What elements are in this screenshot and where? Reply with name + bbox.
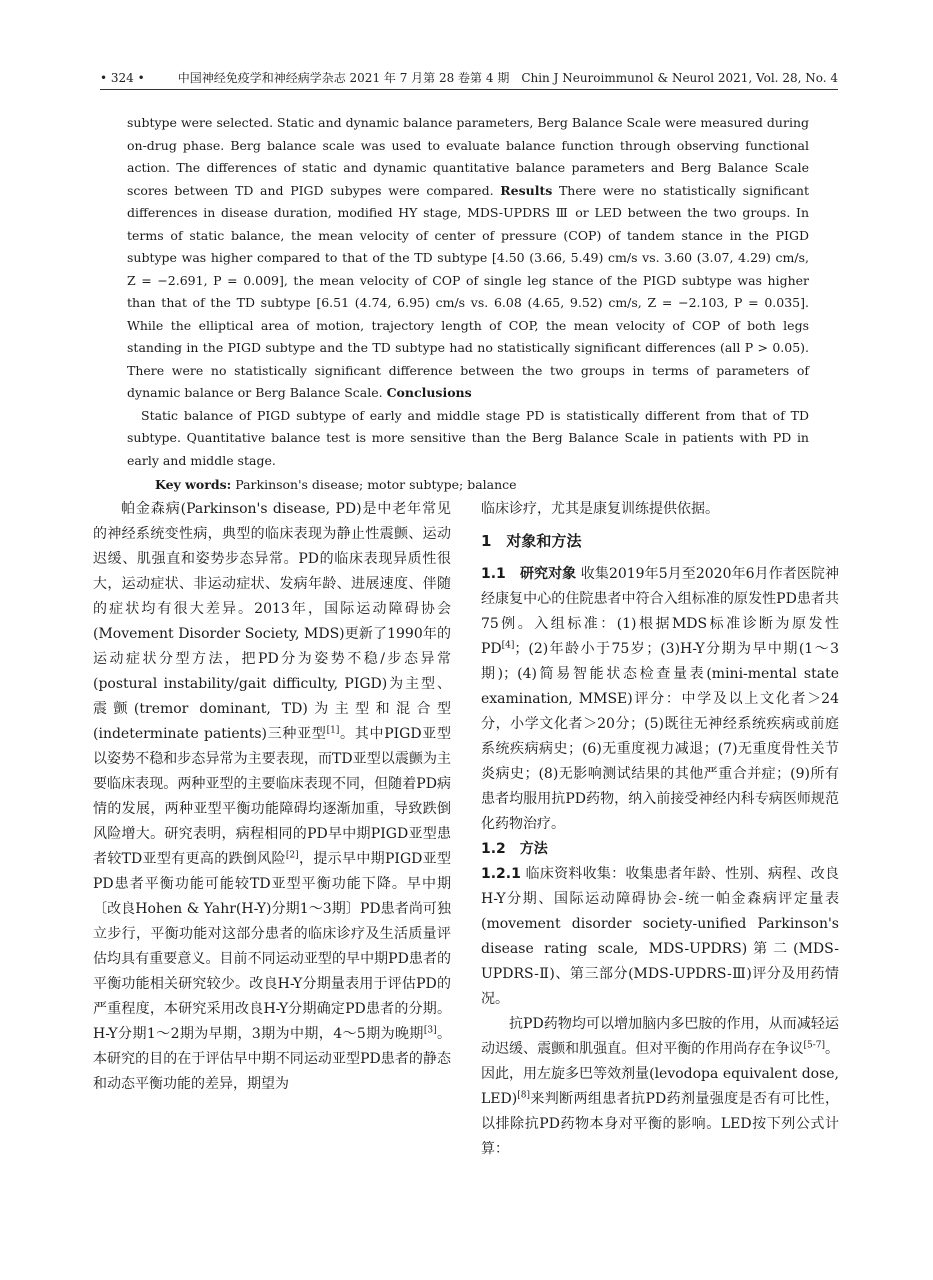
results-label: Results [500, 182, 553, 198]
citation-3: [3] [423, 1025, 437, 1036]
abstract-paragraph [127, 112, 809, 405]
keywords-line [127, 474, 809, 497]
running-header [100, 68, 838, 88]
intro-text-2: 。其中PIGD亚型以姿势不稳和步态异常为主要表现，而TD亚型以震颤为主要临床表现。两种亚型的主要临床表现不同，但随着PD病情的发展，两种亚型平衡功能障碍均逐渐加重，导致跌倒风险增大。研究表明，病程相同的PD早中期PIGD亚型患者较TD亚型有更高的跌倒风险 [93, 726, 451, 867]
section-heading-methods: 1 对象和方法 [481, 532, 582, 550]
left-column [93, 497, 451, 1097]
header-rule [100, 89, 838, 90]
subsection-clinical-data [481, 862, 839, 1012]
abstract-conclusions: Static balance of PIGD subtype of early and middle stage PD is statistically different from that of TD subtype. Quantitative balance test is more sensitive than the Berg Balance Scale in patients with PD in early and middle stage. [127, 407, 809, 468]
medication-text-3: 来判断两组患者抗PD药剂量强度是否有可比性，以排除抗PD药物本身对平衡的影响。LED按下列公式计算： [481, 1091, 839, 1157]
citation-1: [1] [326, 725, 340, 736]
medication-paragraph [481, 1012, 839, 1162]
subsection-subjects [481, 562, 839, 837]
intro-text-3: ，提示早中期PIGD亚型PD患者平衡功能可能较TD亚型平衡功能下降。早中期〔改良Hohen & Yahr(H-Y)分期1～3期〕PD患者尚可独立步行，平衡功能对这部分患者的临床诊疗及生活质量评估均具有重要意义。目前不同运动亚型的早中期PD患者的平衡功能相关研究较少。改良H-Y分期量表用于评估PD的严重程度，本研究采用改良H-Y分期确定PD患者的分期。H-Y分期1～2期为早期，3期为中期，4～5期为晚期 [93, 851, 452, 1042]
conclusions-label: Conclusions [386, 385, 472, 400]
abstract-methods-text: subtype were selected. Static and dynamic balance parameters, Berg Balance Scale were measured during on-drug phase. Berg balance scale was used to evaluate balance function through observing functional action. The differences of static and dynamic quantitative balance parameters and Berg Balance Scale scores between TD and PIGD subypes were compared. [127, 115, 809, 198]
citation-5-7: [5-7] [803, 1040, 825, 1051]
english-abstract [127, 112, 809, 497]
intro-text-4: 。本研究的目的在于评估早中期不同运动亚型PD患者的静态和动态平衡功能的差异，期望为 [93, 1026, 451, 1092]
journal-citation: 中国神经免疫学和神经病学杂志 2021 年 7 月第 28 卷第 4 期 Chin J Neuroimmunol & Neurol 2021, Vol. 28, No. 4 [177, 71, 838, 85]
citation-4: [4] [501, 640, 515, 651]
intro-continuation: 临床诊疗，尤其是康复训练提供依据。 [481, 501, 719, 517]
subsection-1-2-heading: 1.2 方法 [481, 841, 548, 857]
medication-text-1: 抗PD药物均可以增加脑内多巴胺的作用，从而减轻运动迟缓、震颤和肌强直。但对平衡的作用尚存在争议 [481, 1016, 839, 1057]
citation-8: [8] [517, 1090, 530, 1101]
intro-text-1: 帕金森病(Parkinson's disease, PD)是中老年常见的神经系统变性病，典型的临床表现为静止性震颤、运动迟缓、肌强直和姿势步态异常。PD的临床表现异质性很大，运动症状、非运动症状、发病年龄、进展速度、伴随的症状均有很大差异。2013年，国际运动障碍协会(Movement Disorder Society, MDS)更新了1990年的运动症状分型方法，把PD分为姿势不稳/步态异常(postural instability/gait difficulty, PIGD)为主型、震颤(tremor dominant, TD)为主型和混合型(indeterminate patients)三种亚型 [93, 501, 451, 742]
intro-paragraph [93, 497, 451, 1097]
subsection-1-1-heading: 1.1 研究对象 [481, 566, 577, 582]
subsection-1-2-1-label: 1.2.1 [481, 866, 521, 882]
citation-2: [2] [285, 850, 299, 861]
subjects-text-2: ；(2)年龄小于75岁；(3)H-Y分期为早中期(1～3期)；(4)简易智能状态检查量表(mini-mental state examination, MMSE)评分：中学及以上文化者＞24分，小学文化者＞20分；(5)既往无神经系统疾病或前庭系统疾病病史；(6)无重度视力减退；(7)无重度骨性关节炎病史；(8)无影响测试结果的其他严重合并症；(9)所有患者均服用抗PD药物，纳入前接受神经内科专病医师规范化药物治疗。 [481, 641, 839, 832]
page-number: • 324 • [100, 71, 145, 85]
clinical-data-text: 临床资料收集：收集患者年龄、性别、病程、改良H-Y分期、国际运动障碍协会-统一帕金森病评定量表(movement disorder society-unified Parkinson's disease rating scale, MDS-UPDRS)第二(MDS-UPDRS-Ⅱ)、第三部分(MDS-UPDRS-Ⅲ)评分及用药情况。 [481, 866, 840, 1007]
right-column [481, 497, 839, 1162]
medication-text-2: 。因此，用左旋多巴等效剂量(levodopa equivalent dose, LED) [481, 1041, 840, 1107]
abstract-results-text: There were no statistically significant differences in disease duration, modified HY stage, MDS-UPDRS Ⅲ or LED between the two groups. In terms of static balance, the mean velocity of center of pressure (COP) of tandem stance in the PIGD subtype was higher compared to that of the TD subtype [4.50 (3.66, 5.49) cm/s vs. 3.60 (3.07, 4.29) cm/s, Z = −2.691, P = 0.009], the mean velocity of COP of single leg stance of the PIGD subtype was higher than that of the TD subtype [6.51 (4.74, 6.95) cm/s vs. 6.08 (4.65, 9.52) cm/s, Z = −2.103, P = 0.035]. While the elliptical area of motion, trajectory length of COP, the mean velocity of COP of both legs standing in the PIGD subtype and the TD subtype had no statistically significant differences (all P > 0.05). There were no statistically significant difference between the two groups in terms of parameters of dynamic balance or Berg Balance Scale. [127, 182, 809, 400]
keywords-label: Key words: [155, 477, 232, 492]
subjects-text-1: 收集2019年5月至2020年6月作者医院神经康复中心的住院患者中符合入组标准的原发性PD患者共75例。入组标准：(1)根据MDS标准诊断为原发性PD [481, 566, 839, 657]
keywords-text: Parkinson's disease; motor subtype; balance [235, 477, 517, 492]
